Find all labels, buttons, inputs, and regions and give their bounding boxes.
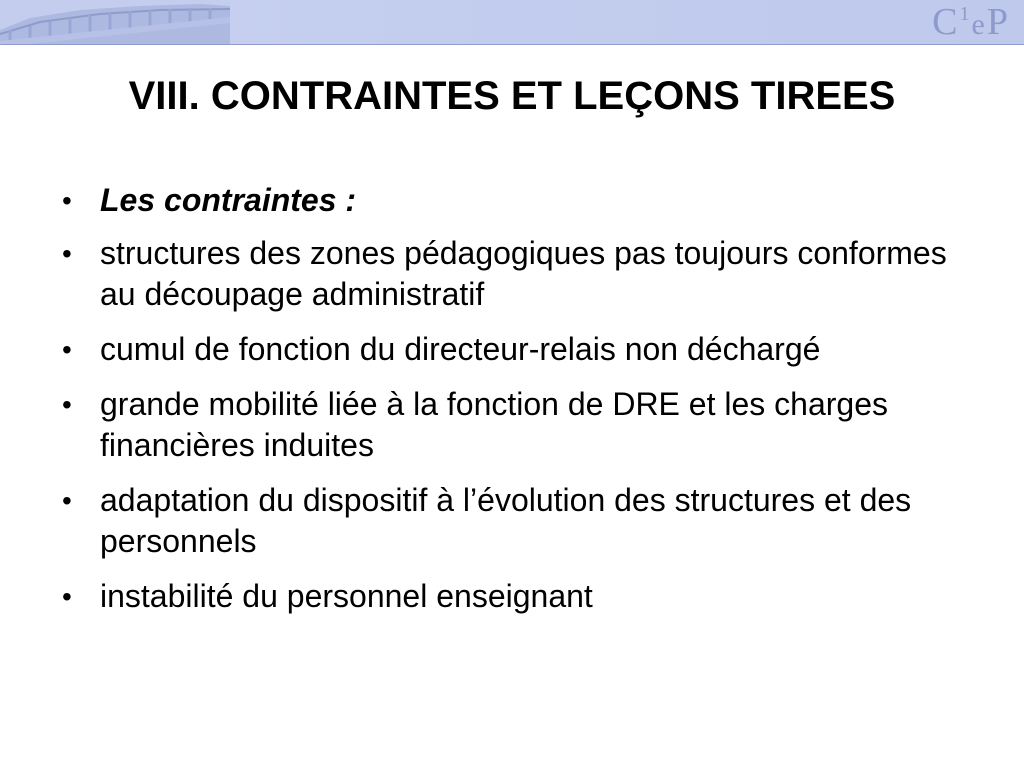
logo-letter-p: P	[986, 1, 1010, 43]
building-photo-image	[0, 0, 230, 44]
bullet-icon: •	[62, 185, 72, 216]
bullet-text: cumul de fonction du directeur-relais non déchargé	[100, 331, 821, 367]
bullet-item	[56, 329, 986, 370]
bullet-icon: •	[62, 389, 72, 420]
bullet-icon: •	[62, 581, 72, 612]
bullet-heading-text: Les contraintes :	[100, 182, 357, 218]
logo-letter-e: e	[971, 8, 987, 41]
clep-logo	[932, 2, 1010, 42]
logo-letter-c: C	[932, 1, 960, 43]
bullet-text: instabilité du personnel enseignant	[100, 578, 593, 614]
bullet-item	[56, 576, 986, 617]
bullet-list	[56, 180, 986, 631]
bullet-icon: •	[62, 334, 72, 365]
bullet-text: structures des zones pédagogiques pas toujours conformes au découpage administratif	[100, 235, 947, 312]
bullet-heading	[56, 180, 986, 221]
bullet-item	[56, 233, 986, 315]
bullet-text: grande mobilité liée à la fonction de DRE et les charges financières induites	[100, 386, 888, 463]
header-band	[0, 0, 1024, 45]
bullet-text: adaptation du dispositif à l’évolution des structures et des personnels	[100, 482, 912, 559]
bullet-item	[56, 480, 986, 562]
logo-superscript: 1	[959, 3, 972, 25]
bullet-icon: •	[62, 238, 72, 269]
bullet-icon: •	[62, 485, 72, 516]
bullet-item	[56, 384, 986, 466]
slide-title: VIII. CONTRAINTES ET LEÇONS TIREES	[128, 74, 896, 118]
